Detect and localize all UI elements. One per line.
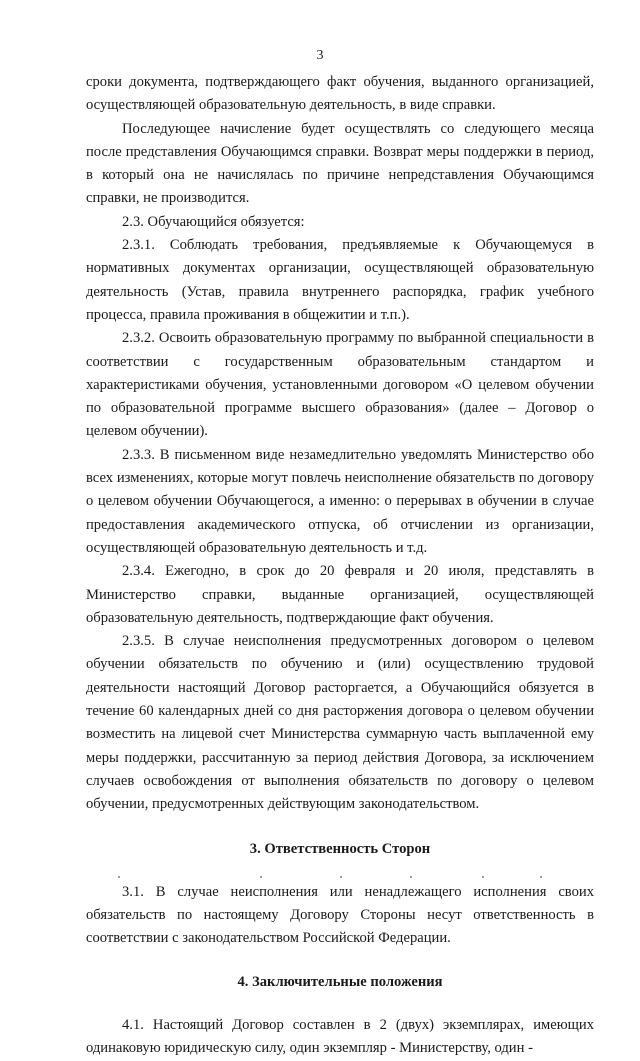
section-4-heading: 4. Заключительные положения bbox=[237, 973, 443, 990]
clause-3-1: 3.1. В случае неисполнения или ненадлежащего исполнения своих обязательств по настоящему Договору Стороны несут ответственность в соответствии с законодательством Российской Федерации. bbox=[86, 883, 594, 947]
clause-2-3-1: 2.3.1. Соблюдать требования, предъявляемые к Обучающемуся в нормативных документах организации, осуществляющей образовательную деятельность (Устав, правила внутреннего распорядка, график учебного процесса, правила проживания в общежитии и т.п.). bbox=[86, 237, 594, 323]
document-body bbox=[86, 71, 594, 1061]
clause-2-3-3: 2.3.3. В письменном виде незамедлительно уведомлять Министерство обо всех изменениях, которые могут повлечь неисполнение обязательств по договору о целевом обучении Обучающегося, а именно: о перерывах в обучении в случае предоставления академического отпуска, об отчислении из организации, осуществляющей образовательную деятельность и т.д. bbox=[86, 446, 594, 556]
clause-2-3-2: 2.3.2. Освоить образовательную программу по выбранной специальности в соответствии с государственным образовательным стандартом и характеристиками обучения, установленными договором «О целевом обучении по образовательной программе высшего образования» (далее – Договор о целевом обучении). bbox=[86, 330, 594, 440]
page-number: 3 bbox=[316, 48, 324, 63]
section-3-heading: 3. Ответственность Сторон bbox=[249, 840, 431, 857]
clause-2-3-4: 2.3.4. Ежегодно, в срок до 20 февраля и 20 июля, представлять в Министерство справки, выданные организацией, осуществляющей образовательную деятельность, подтверждающие факт обучения. bbox=[86, 563, 594, 626]
clause-2-3-5: 2.3.5. В случае неисполнения предусмотренных договором о целевом обучении обязательств по обучению и (или) осуществлению трудовой деятельности настоящий Договор расторгается, а Обучающийся обязуется в течение 60 календарных дней со дня расторжения договора о целевом обучении возместить на лицевой счет Министерства суммарную часть выплаченной ему меры поддержки, рассчитанную за период действия Договора, за исключением случаев освобождения от выполнения обязательств по договору о целевом обучении, предусмотренных действующим законодательством. bbox=[86, 633, 594, 813]
paragraph-continuation: сроки документа, подтверждающего факт обучения, выданного организацией, осуществляющей образовательную деятельность, в виде справки. bbox=[86, 74, 594, 114]
paragraph-accrual: Последующее начисление будет осуществлять со следующего месяца после представления Обучающимся справки. Возврат меры поддержки в период, в который она не начислялась по причине непредставления Обучающимся справки, не производится. bbox=[86, 120, 594, 207]
clause-2-3: 2.3. Обучающийся обязуется: bbox=[122, 213, 305, 230]
scan-artifacts bbox=[110, 874, 550, 880]
clause-4-1: 4.1. Настоящий Договор составлен в 2 (двух) экземплярах, имеющих одинаковую юридическую силу, один экземпляр - Министерству, один - bbox=[86, 1016, 594, 1057]
